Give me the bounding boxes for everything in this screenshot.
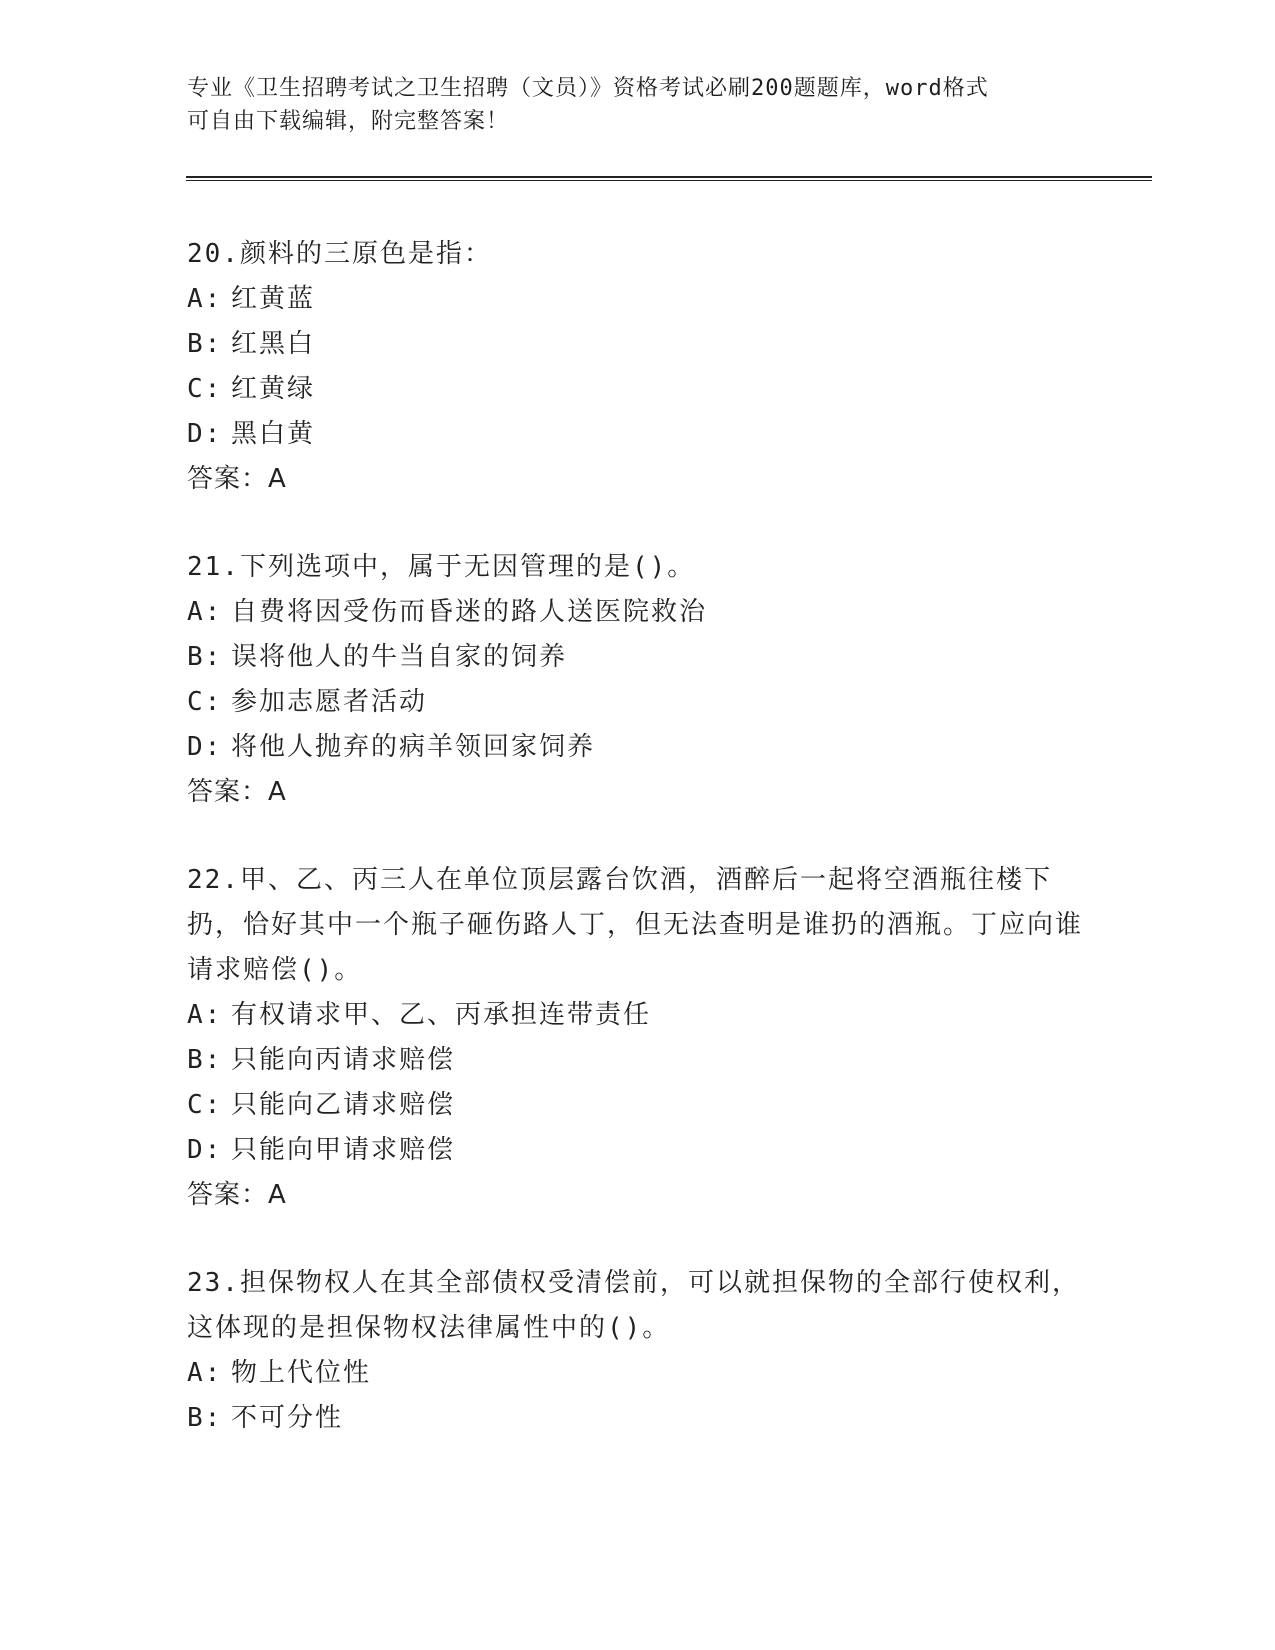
- answer-line: 答案：A: [187, 464, 287, 494]
- question-23: [187, 1261, 1087, 1441]
- option-b: [187, 635, 1087, 680]
- option-d: [187, 1128, 1087, 1173]
- option-letter: C:: [187, 374, 223, 404]
- option-text: 只能向丙请求赔偿: [231, 1045, 456, 1075]
- option-letter: C:: [187, 687, 223, 717]
- option-letter: B:: [187, 329, 223, 359]
- option-letter: B:: [187, 1403, 223, 1433]
- answer-line: 答案：A: [187, 777, 287, 807]
- option-text: 黑白黄: [231, 419, 316, 449]
- option-text: 将他人抛弃的病羊领回家饲养: [231, 732, 596, 762]
- option-a: [187, 277, 1087, 322]
- option-text: 有权请求甲、乙、丙承担连带责任: [231, 1000, 652, 1030]
- question-21: [187, 545, 1087, 815]
- answer-line: 答案：A: [187, 1180, 287, 1210]
- option-text: 只能向甲请求赔偿: [231, 1135, 456, 1165]
- question-22: [187, 858, 1087, 1218]
- option-d: [187, 412, 1087, 457]
- option-text: 自费将因受伤而昏迷的路人送医院救治: [231, 597, 708, 627]
- option-d: [187, 725, 1087, 770]
- option-letter: A:: [187, 597, 223, 627]
- option-c: [187, 367, 1087, 412]
- option-letter: D:: [187, 732, 223, 762]
- option-letter: A:: [187, 1358, 223, 1388]
- question-20: [187, 232, 1087, 502]
- option-letter: B:: [187, 642, 223, 672]
- document-header: [187, 72, 1067, 138]
- option-c: [187, 680, 1087, 725]
- question-list: [187, 232, 1087, 1484]
- question-text: 23.担保物权人在其全部债权受清偿前，可以就担保物的全部行使权利，这体现的是担保物权法律属性中的()。: [187, 1268, 1080, 1343]
- option-text: 物上代位性: [231, 1358, 372, 1388]
- option-text: 红黑白: [231, 329, 316, 359]
- option-a: [187, 1351, 1087, 1396]
- question-text: 22.甲、乙、丙三人在单位顶层露台饮酒，酒醉后一起将空酒瓶往楼下扔，恰好其中一个瓶子砸伤路人丁，但无法查明是谁扔的酒瓶。丁应向谁请求赔偿()。: [187, 865, 1084, 985]
- header-line-1: 专业《卫生招聘考试之卫生招聘（文员）》资格考试必刷200题题库，word格式: [187, 76, 989, 101]
- header-divider: [186, 176, 1152, 181]
- option-text: 只能向乙请求赔偿: [231, 1090, 456, 1120]
- option-text: 红黄蓝: [231, 284, 316, 314]
- option-text: 误将他人的牛当自家的饲养: [231, 642, 568, 672]
- option-text: 红黄绿: [231, 374, 316, 404]
- option-letter: C:: [187, 1090, 223, 1120]
- option-text: 不可分性: [231, 1403, 344, 1433]
- header-line-2: 可自由下载编辑，附完整答案！: [187, 109, 510, 134]
- option-b: [187, 1396, 1087, 1441]
- option-c: [187, 1083, 1087, 1128]
- option-letter: A:: [187, 284, 223, 314]
- question-text: 20.颜料的三原色是指：: [187, 239, 492, 269]
- option-letter: D:: [187, 1135, 223, 1165]
- option-b: [187, 322, 1087, 367]
- option-a: [187, 993, 1087, 1038]
- option-a: [187, 590, 1087, 635]
- option-text: 参加志愿者活动: [231, 687, 428, 717]
- option-letter: A:: [187, 1000, 223, 1030]
- question-text: 21.下列选项中，属于无因管理的是()。: [187, 552, 696, 582]
- option-letter: D:: [187, 419, 223, 449]
- option-b: [187, 1038, 1087, 1083]
- option-letter: B:: [187, 1045, 223, 1075]
